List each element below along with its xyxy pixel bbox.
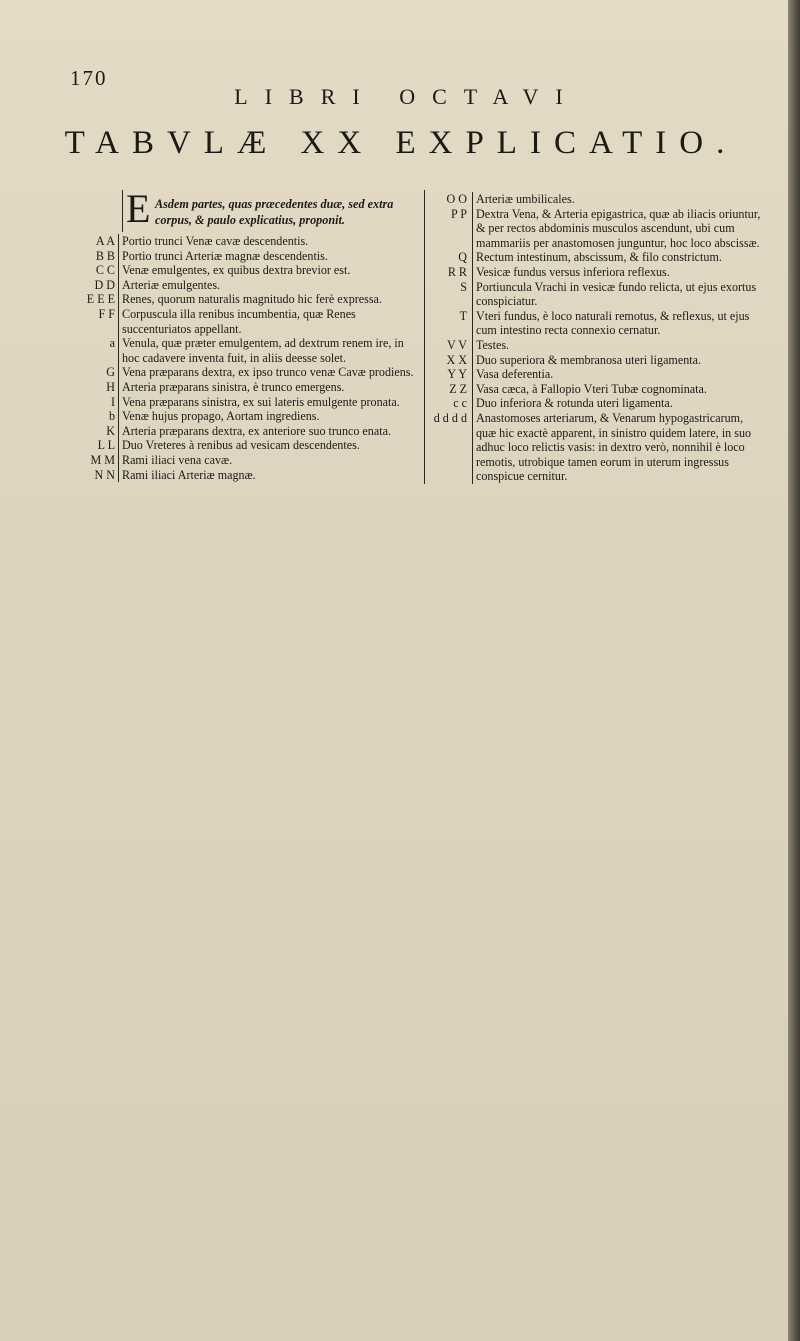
entry-label: M M [90, 452, 115, 467]
intro-paragraph [122, 186, 420, 232]
legend-entry [425, 280, 765, 309]
legend-entry [70, 438, 420, 453]
intro-text: Asdem partes, quas præcedentes duæ, sed extra corpus, & paulo explicatius, proponit. [155, 197, 394, 227]
legend-entry [70, 409, 420, 424]
legend-entry [70, 365, 420, 380]
legend-entry [425, 353, 765, 368]
entry-label: V V [446, 337, 467, 352]
legend-entry [70, 468, 420, 483]
entry-label: R R [447, 264, 467, 279]
legend-entry [70, 307, 420, 336]
legend-entry [425, 207, 765, 251]
entry-label: Y Y [447, 367, 467, 382]
entry-description: Venula, quæ præter emulgentem, ad dextrum renem ire, in hoc cadavere inventa fuit, in aliis deesse solet. [118, 336, 420, 365]
entry-description: Vena præparans sinistra, ex sui lateris emulgente pronata. [118, 395, 420, 410]
entry-description: Rami iliaci vena cavæ. [118, 453, 420, 468]
legend-entry [70, 336, 420, 365]
entry-description: Portio trunci Venæ cavæ descendentis. [118, 234, 420, 249]
drop-capital: E [126, 186, 151, 231]
entry-label: I [110, 394, 115, 409]
right-column [425, 190, 765, 484]
entry-description: Arteriæ emulgentes. [118, 278, 420, 293]
page-number: 170 [70, 66, 108, 90]
legend-entry [70, 249, 420, 264]
left-legend-list [70, 234, 420, 482]
page-title: TABVLÆ XX EXPLICATIO. [64, 125, 738, 161]
entry-description: Dextra Vena, & Arteria epigastrica, quæ ab iliacis oriuntur, & per rectos abdominis musculos ascendunt, ubi cum mammariis per anastomosen junguntur, hoc loco abscissæ. [472, 207, 765, 251]
entry-description: Portio trunci Arteriæ magnæ descendentis. [118, 249, 420, 264]
entry-label: F F [98, 306, 115, 321]
entry-description: Duo inferiora & rotunda uteri ligamenta. [472, 396, 765, 411]
entry-description: Corpuscula illa renibus incumbentia, quæ Renes succenturiatos appellant. [118, 307, 420, 336]
entry-description: Duo superiora & membranosa uteri ligamenta. [472, 353, 765, 368]
legend-entry [425, 396, 765, 411]
legend-entry [425, 265, 765, 280]
entry-label: D D [94, 277, 115, 292]
entry-description: Venæ hujus propago, Aortam ingrediens. [118, 409, 420, 424]
legend-entry [425, 192, 765, 207]
entry-label: C C [95, 263, 115, 278]
entry-label: c c [453, 396, 467, 411]
entry-label: E E E [86, 292, 115, 307]
entry-description: Arteria præparans sinistra, è trunco emergens. [118, 380, 420, 395]
entry-label: T [459, 308, 467, 323]
entry-label: B B [95, 248, 115, 263]
entry-description: Vesicæ fundus versus inferiora reflexus. [472, 265, 765, 280]
entry-label: P P [450, 206, 467, 221]
entry-description: Arteriæ umbilicales. [472, 192, 765, 207]
entry-description: Vteri fundus, è loco naturali remotus, & reflexus, ut ejus cum intestino recta connexio cernatur. [472, 309, 765, 338]
entry-description: Testes. [472, 338, 765, 353]
legend-entry [425, 338, 765, 353]
entry-label: Q [458, 250, 467, 265]
legend-entry [70, 380, 420, 395]
entry-label: Z Z [449, 381, 467, 396]
legend-entry [425, 367, 765, 382]
entry-label: K [106, 423, 115, 438]
left-column [70, 186, 420, 482]
entry-label: d d d d [433, 410, 467, 425]
right-legend-list [425, 192, 765, 484]
legend-entry [70, 453, 420, 468]
entry-description: Rami iliaci Arteriæ magnæ. [118, 468, 420, 483]
entry-description: Duo Vreteres à renibus ad vesicam descendentes. [118, 438, 420, 453]
entry-label: O O [446, 192, 467, 206]
entry-label: H [106, 379, 115, 394]
entry-label: A A [95, 234, 115, 248]
legend-entry [70, 424, 420, 439]
entry-label: X X [446, 352, 467, 367]
legend-entry [425, 382, 765, 397]
legend-entry [425, 309, 765, 338]
page-edge [788, 0, 800, 1341]
entry-description: Vena præparans dextra, ex ipso trunco venæ Cavæ prodiens. [118, 365, 420, 380]
entry-label: b [108, 409, 115, 424]
entry-description: Anastomoses arteriarum, & Venarum hypogastricarum, quæ hic exactè apparent, in sinistro quidem latere, in suo adhuc loco relictis vasis: in dextro verò, nonnihil è loco remotis, utrobique tamen eorum in uterum ingressus conspicue cernitur. [472, 411, 765, 484]
legend-entry [70, 395, 420, 410]
entry-description: Arteria præparans dextra, ex anteriore suo trunco enata. [118, 424, 420, 439]
entry-label: a [109, 336, 115, 351]
legend-entry [70, 278, 420, 293]
entry-description: Portiuncula Vrachi in vesicæ fundo relicta, ut ejus exortus conspiciatur. [472, 280, 765, 309]
legend-entry [425, 411, 765, 484]
entry-description: Vasa deferentia. [472, 367, 765, 382]
running-header: LIBRI OCTAVI [234, 84, 580, 109]
legend-entry [70, 263, 420, 278]
entry-label: S [460, 279, 467, 294]
entry-label: L L [97, 438, 115, 453]
entry-description: Rectum intestinum, abscissum, & filo constrictum. [472, 250, 765, 265]
entry-description: Renes, quorum naturalis magnitudo hic ferè expressa. [118, 292, 420, 307]
legend-entry [70, 292, 420, 307]
entry-label: N N [94, 467, 115, 482]
entry-label: G [106, 365, 115, 380]
legend-entry [70, 234, 420, 249]
legend-entry [425, 250, 765, 265]
entry-description: Vasa cæca, à Fallopio Vteri Tubæ cognominata. [472, 382, 765, 397]
entry-description: Venæ emulgentes, ex quibus dextra brevior est. [118, 263, 420, 278]
